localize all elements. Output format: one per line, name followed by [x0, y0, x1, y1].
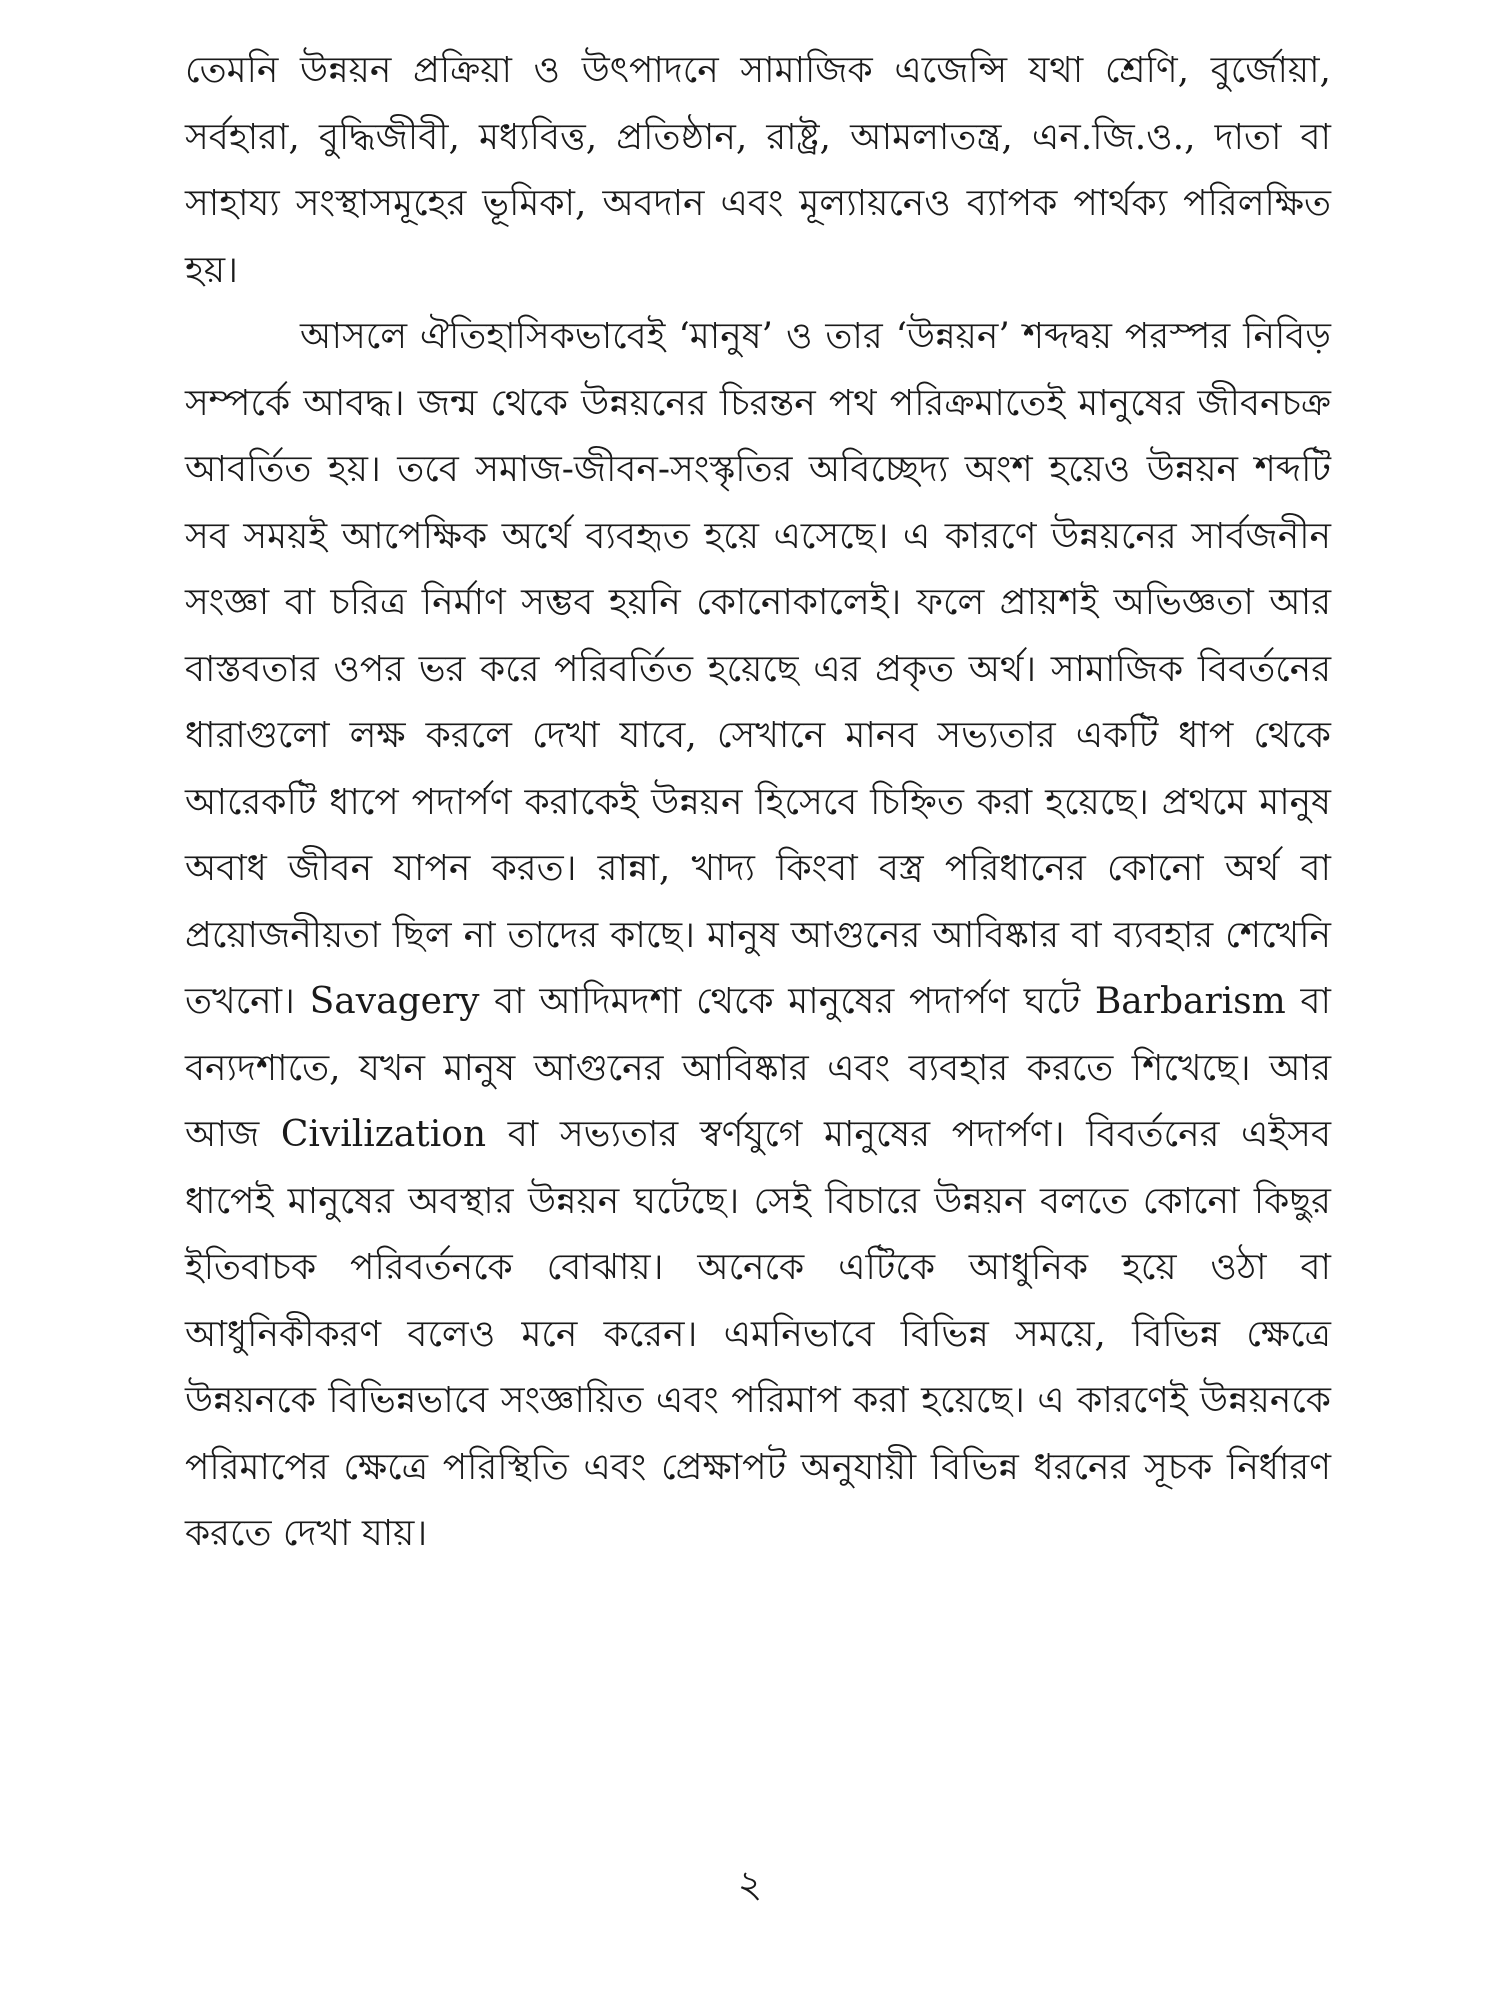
- paragraph-2: আসলে ঐতিহাসিকভাবেই ‘মানুষ’ ও তার ‘উন্নয়ন’ শব্দদ্বয় পরস্পর নিবিড় সম্পর্কে আবদ্ধ। জন্ম থেকে উন্নয়নের চিরন্তন পথ পরিক্রমাতেই মানুষের জীবনচক্র আবর্তিত হয়। তবে সমাজ-জীবন-সংস্কৃতির অবিচ্ছেদ্য অংশ হয়েও উন্নয়ন শব্দটি সব সময়ই আপেক্ষিক অর্থে ব্যবহৃত হয়ে এসেছে। এ কারণে উন্নয়নের সার্বজনীন সংজ্ঞা বা চরিত্র নির্মাণ সম্ভব হয়নি কোনোকালেই। ফলে প্রায়শই অভিজ্ঞতা আর বাস্তবতার ওপর ভর করে পরিবর্তিত হয়েছে এর প্রকৃত অর্থ। সামাজিক বিবর্তনের ধারাগুলো লক্ষ করলে দেখা যাবে, সেখানে মানব সভ্যতার একটি ধাপ থেকে আরেকটি ধাপে পদার্পণ করাকেই উন্নয়ন হিসেবে চিহ্নিত করা হয়েছে। প্রথমে মানুষ অবাধ জীবন যাপন করত। রান্না, খাদ্য কিংবা বস্ত্র পরিধানের কোনো অর্থ বা প্রয়োজনীয়তা ছিল না তাদের কাছে। মানুষ আগুনের আবিষ্কার বা ব্যবহার শেখেনি তখনো। Savagery বা আদিমদশা থেকে মানুষের পদার্পণ ঘটে Barbarism বা বন্যদশাতে, যখন মানুষ আগুনের আবিষ্কার এবং ব্যবহার করতে শিখেছে। আর আজ Civilization বা সভ্যতার স্বর্ণযুগে মানুষের পদার্পণ। বিবর্তনের এইসব ধাপেই মানুষের অবস্থার উন্নয়ন ঘটেছে। সেই বিচারে উন্নয়ন বলতে কোনো কিছুর ইতিবাচক পরিবর্তনকে বোঝায়। অনেকে এটিকে আধুনিক হয়ে ওঠা বা আধুনিকীকরণ বলেও মনে করেন। এমনিভাবে বিভিন্ন সময়ে, বিভিন্ন ক্ষেত্রে উন্নয়নকে বিভিন্নভাবে সংজ্ঞায়িত এবং পরিমাপ করা হয়েছে। এ কারণেই উন্নয়নকে পরিমাপের ক্ষেত্রে পরিস্থিতি এবং প্রেক্ষাপট অনুযায়ী বিভিন্ন ধরনের সূচক নির্ধারণ করতে দেখা যায়।: [185, 316, 1331, 1554]
- paragraph-1: তেমনি উন্নয়ন প্রক্রিয়া ও উৎপাদনে সামাজিক এজেন্সি যথা শ্রেণি, বুর্জোয়া, সর্বহারা, বুদ্ধিজীবী, মধ্যবিত্ত, প্রতিষ্ঠান, রাষ্ট্র, আমলাতন্ত্র, এন.জি.ও., দাতা বা সাহায্য সংস্থাসমূহের ভূমিকা, অবদান এবং মূল্যায়নেও ব্যাপক পার্থক্য পরিলক্ষিত হয়।: [185, 50, 1331, 291]
- page-number: ২: [737, 1862, 763, 1906]
- body-text: [185, 38, 1331, 1568]
